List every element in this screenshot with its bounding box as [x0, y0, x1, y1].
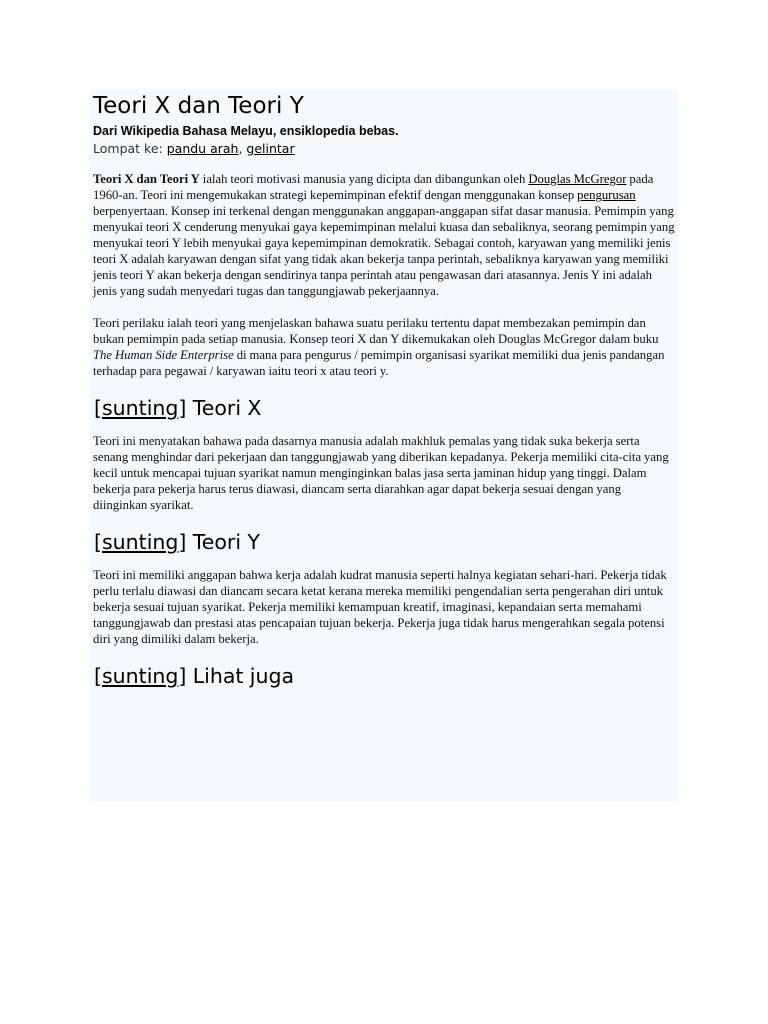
intro-text-1: ialah teori motivasi manusia yang dicipta dan dibangunkan oleh: [199, 172, 529, 186]
para2-text-2: di mana para pengurus / pemimpin organisasi syarikat memiliki dua jenis pandangan terhadap para pegawai / karyawan iaitu teori x atau teori y.: [93, 348, 665, 378]
page-subtitle: Dari Wikipedia Bahasa Melayu, ensiklopedia bebas.: [93, 124, 399, 138]
edit-link-teori-y[interactable]: sunting: [102, 530, 179, 554]
article-body: [93, 171, 675, 689]
section-title-teori-x: Teori X: [192, 396, 262, 420]
intro-paragraph: [93, 171, 675, 299]
search-link[interactable]: gelintar: [246, 141, 295, 156]
pengurusan-link[interactable]: pengurusan: [577, 188, 636, 202]
section-heading-lihat-juga: [sunting] Lihat juga: [94, 664, 295, 688]
behavior-paragraph: [93, 315, 675, 379]
jump-separator: ,: [238, 141, 247, 156]
book-title: The Human Side Enterprise: [93, 348, 234, 362]
edit-link-lihat-juga[interactable]: sunting: [102, 664, 179, 688]
page-title: Teori X dan Teori Y: [93, 93, 304, 119]
edit-link-teori-x[interactable]: sunting: [102, 396, 179, 420]
section-text-teori-x: Teori ini menyatakan bahawa pada dasarnya manusia adalah makhluk pemalas yang tidak suka bekerja serta senang menghindar dari pekerjaan dan tanggungjawab yang diberikan kepadanya. Pekerja memiliki cita-cita yang kecil untuk mencapai tujuan syarikat namun menginginkan balas jasa serta jaminan hidup yang tinggi. Dalam bekerja para pekerja harus terus diawasi, diancam serta diarahkan agar dapat bekerja sesuai dengan yang diinginkan syarikat.: [93, 434, 669, 512]
section-text-teori-y: Teori ini memiliki anggapan bahwa kerja adalah kudrat manusia seperti halnya kegiatan sehari-hari. Pekerja tidak perlu terlalu diawasi dan diancam secara ketat kerana mereka memiliki pengendalian serta pengerahan diri untuk bekerja sesuai tujuan syarikat. Pekerja memiliki kemampuan kreatif, imaginasi, kepandaian serta memahami tanggungjawab dan prestasi atas pencapaian tujuan bekerja. Pekerja juga tidak harus mengerahkan segala potensi diri yang dimiliki dalam bekerja.: [93, 568, 667, 646]
section-title-teori-y: Teori Y: [192, 530, 260, 554]
para2-text-1: Teori perilaku ialah teori yang menjelaskan bahawa suatu perilaku tertentu dapat membezakan pemimpin dan bukan pemimpin pada setiap manusia. Konsep teori X dan Y dikemukakan oleh Douglas McGregor dalam buku: [93, 316, 659, 346]
jump-prefix: Lompat ke:: [93, 141, 167, 156]
intro-text-2: pada 1960-an. Teori ini mengemukakan strategi kepemimpinan efektif dengan menggunakan konsep: [93, 172, 654, 202]
intro-text-3: berpenyertaan. Konsep ini terkenal dengan menggunakan anggapan-anggapan sifat dasar manusia. Pemimpin yang menyukai teori X cenderung menyukai gaya kepemimpinan melalui kuasa dan sebaliknya, seorang pemimpin yang menyukai teori Y lebih menyukai gaya kepemimpinan demokratik. Sebagai contoh, karyawan yang memiliki jenis teori X adalah karyawan dengan sifat yang tidak akan bekerja tanpa perintah, sebaliknya karyawan yang memiliki jenis teori Y akan bekerja dengan sendirinya tanpa perintah atau pengawasan dari atasannya. Jenis Y ini adalah jenis yang sudah menyedari tugas dan tanggungjawab pekerjaannya.: [93, 204, 675, 298]
nav-link[interactable]: pandu arah: [166, 141, 239, 156]
jump-to-bar: [93, 140, 676, 157]
article-page: [90, 90, 678, 802]
mcgregor-link[interactable]: Douglas McGregor: [528, 172, 627, 186]
section-heading-teori-y: [sunting] Teori Y: [94, 530, 260, 554]
section-title-lihat-juga: Lihat juga: [192, 664, 295, 688]
section-heading-teori-x: [sunting] Teori X: [94, 396, 262, 420]
intro-bold-term: Teori X dan Teori Y: [93, 172, 200, 186]
